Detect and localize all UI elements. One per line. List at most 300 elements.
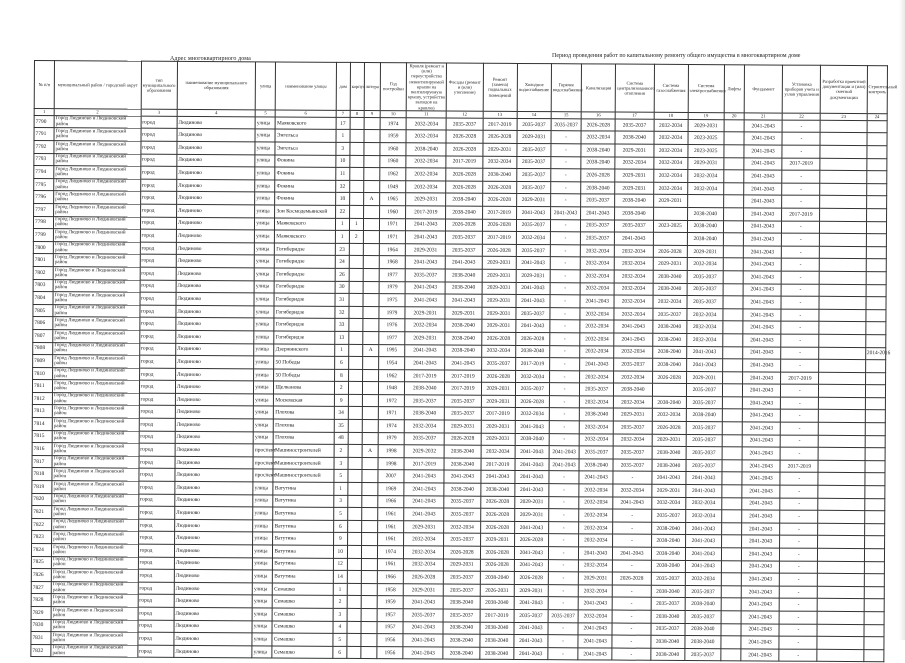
design-docs-period-cell (818, 511, 864, 524)
heating-period-cell: - (613, 509, 651, 522)
building-number-cell (349, 193, 363, 206)
elevator-period-cell (722, 447, 742, 460)
construction-control-period-cell (865, 423, 885, 436)
municipal-district-cell: Город Людиново и Людиновский район (52, 518, 139, 531)
municipality-name-cell: Людиново (174, 633, 253, 646)
row-number-cell: 7820 (32, 493, 52, 506)
street-type-cell: улица (254, 306, 274, 319)
basement-period-cell: 2029-2031 (481, 307, 515, 320)
gas-period-cell: 2038-2040 (652, 321, 686, 334)
roof-period-cell: 2041-2043 (403, 634, 443, 647)
electricity-period-cell: 2041-2043 (686, 485, 722, 498)
roof-period-cell: 2029-2031 (405, 307, 445, 320)
street-type-cell: улица (254, 331, 274, 344)
elevator-period-cell (723, 296, 743, 309)
cold-water-period-cell: 2026-2028 (516, 332, 550, 345)
electricity-period-cell: 2035-2037 (685, 610, 721, 623)
row-number-cell: 7793 (34, 153, 54, 166)
metering-period-cell: - (780, 523, 818, 536)
building-number-cell (349, 319, 363, 332)
roof-period-cell: 2032-2034 (406, 155, 446, 168)
house-number-cell: 13 (334, 331, 348, 344)
metering-period-cell: - (779, 586, 817, 599)
letter-cell (362, 432, 378, 445)
facade-period-cell: 2029-2031 (444, 559, 480, 572)
municipal-district-cell: Город Людиново и Людиновский район (53, 279, 140, 292)
street-name-cell: Плохова (274, 406, 334, 419)
heating-period-cell: 2035-2037 (613, 459, 651, 472)
gas-period-cell: 2026-2028 (652, 421, 686, 434)
heating-period-cell: 2029-2031 (615, 144, 653, 157)
column-header: Горячее водоснабжение (551, 64, 581, 112)
hot-water-period-cell: - (550, 320, 580, 333)
electricity-period-cell: 2038-2040 (687, 207, 723, 220)
facade-period-cell: 2038-2040 (445, 282, 481, 295)
foundation-period-cell: 2041-2043 (742, 409, 780, 422)
street-name-cell: Ватутина (273, 520, 333, 533)
metering-period-cell: - (781, 347, 819, 360)
gas-period-cell (653, 232, 687, 245)
electricity-period-cell: 2032-2034 (687, 308, 723, 321)
letter-cell (363, 319, 379, 332)
municipality-type-cell: город (140, 154, 176, 167)
design-docs-period-cell (817, 624, 863, 637)
cold-water-period-cell: 2035-2037 (517, 118, 551, 131)
roof-period-cell: 2029-2031 (406, 193, 446, 206)
hot-water-period-cell: - (551, 194, 581, 207)
metering-period-cell: - (780, 473, 818, 486)
design-docs-period-cell (818, 586, 864, 599)
construction-control-period-cell (865, 385, 885, 398)
electricity-period-cell: 2035-2037 (686, 396, 722, 409)
construction-year-cell: 1959 (377, 596, 403, 609)
roof-period-cell: 2032-2034 (406, 168, 446, 181)
table-body (31, 115, 891, 662)
roof-period-cell: 2035-2037 (404, 432, 444, 445)
row-number-cell: 7790 (34, 115, 54, 128)
design-docs-period-cell (819, 309, 865, 322)
construction-control-period-cell (865, 435, 885, 448)
construction-year-cell: 1966 (378, 495, 404, 508)
hot-water-period-cell: - (551, 144, 581, 157)
letter-cell (362, 407, 378, 420)
letter-cell (361, 520, 377, 533)
house-number-cell: 1 (335, 231, 349, 244)
basement-period-cell: 2035-2037 (481, 357, 515, 370)
sewerage-period-cell: 2032-2034 (580, 308, 614, 321)
construction-control-period-cell (866, 259, 886, 272)
basement-period-cell: 2038-2040 (480, 483, 514, 496)
roof-period-cell: 2029-2031 (405, 332, 445, 345)
electricity-period-cell: 2035-2037 (687, 296, 723, 309)
basement-period-cell: 2029-2031 (482, 143, 516, 156)
facade-period-cell: 2026-2028 (444, 546, 480, 559)
hot-water-period-cell: - (551, 131, 581, 144)
municipality-type-cell: город (138, 519, 174, 532)
row-number-cell: 7803 (33, 279, 53, 292)
municipality-name-cell: Людиново (176, 255, 255, 268)
hot-water-period-cell: - (550, 270, 580, 283)
elevator-period-cell (722, 434, 742, 447)
municipality-type-cell: город (140, 166, 176, 179)
construction-control-period-cell (864, 574, 884, 587)
facade-period-cell: 2038-2040 (443, 647, 479, 660)
municipality-name-cell: Людиново (174, 519, 253, 532)
street-type-cell: улица (254, 406, 274, 419)
gas-period-cell: 2023-2025 (653, 220, 687, 233)
repair-schedule-table (30, 60, 898, 663)
metering-period-cell: - (782, 120, 820, 133)
foundation-period-cell: 2041-2043 (742, 422, 780, 435)
design-docs-period-cell (818, 473, 864, 486)
gas-period-cell: 2032-2034 (653, 169, 687, 182)
roof-period-cell: 2041-2043 (404, 483, 444, 496)
foundation-period-cell: 2041-2043 (741, 573, 779, 586)
elevator-period-cell (722, 409, 742, 422)
column-header: Система газоснабжения (654, 64, 688, 112)
metering-period-cell: - (780, 435, 818, 448)
column-number: 16 (581, 112, 615, 119)
municipality-type-cell: город (140, 217, 176, 230)
street-type-cell: улица (253, 570, 273, 583)
heating-period-cell: 2035-2037 (613, 446, 651, 459)
hot-water-period-cell: - (548, 584, 578, 597)
building-number-cell (348, 369, 362, 382)
heating-period-cell: - (613, 522, 651, 535)
municipality-type-cell: город (140, 305, 176, 318)
letter-cell (363, 243, 379, 256)
roof-period-cell: 2035-2037 (404, 395, 444, 408)
street-type-cell: проспект (253, 444, 273, 457)
building-number-cell: 1 (349, 218, 363, 231)
house-number-cell: 9 (333, 533, 347, 546)
street-name-cell: 50 Победы (274, 356, 334, 369)
house-number-cell: 6 (333, 520, 347, 533)
letter-cell (362, 420, 378, 433)
heating-period-cell: 2041-2043 (614, 320, 652, 333)
basement-period-cell: 2029-2031 (481, 395, 515, 408)
sewerage-period-cell: 2032-2034 (580, 245, 614, 258)
roof-period-cell: 2029-2031 (405, 244, 445, 257)
facade-period-cell: 2041-2043 (445, 357, 481, 370)
row-number-cell: 7830 (31, 619, 51, 632)
sewerage-period-cell: 2041-2043 (578, 648, 612, 661)
design-docs-period-cell (818, 460, 864, 473)
facade-period-cell: 2038-2040 (445, 332, 481, 345)
street-name-cell: Фокина (275, 192, 335, 205)
cold-water-period-cell: 2041-2043 (515, 458, 549, 471)
sewerage-period-cell: 2038-2040 (579, 459, 613, 472)
house-number-cell: 24 (335, 256, 349, 269)
street-type-cell: улица (255, 142, 275, 155)
elevator-period-cell (722, 371, 742, 384)
municipality-type-cell: город (139, 469, 175, 482)
basement-period-cell: 2029-2031 (482, 282, 516, 295)
building-number-cell (349, 281, 363, 294)
cold-water-period-cell: 2035-2037 (516, 181, 550, 194)
street-name-cell: Энгельса (275, 142, 335, 155)
elevator-period-cell (722, 485, 742, 498)
municipality-name-cell: Людиново (177, 179, 256, 192)
hot-water-period-cell: - (549, 433, 579, 446)
municipality-type-cell: город (140, 255, 176, 268)
electricity-period-cell: 2035-2037 (686, 459, 722, 472)
street-type-cell: улица (254, 369, 274, 382)
column-header: Система электроснабжения (688, 64, 724, 112)
house-number-cell: 1 (335, 218, 349, 231)
municipality-type-cell: город (138, 544, 174, 557)
building-number-cell (347, 634, 361, 647)
column-number: 2 (54, 108, 141, 116)
sewerage-period-cell: 2032-2034 (578, 559, 612, 572)
letter-cell (363, 256, 379, 269)
municipal-district-cell: Город Людиново и Людиновский район (54, 166, 141, 179)
cold-water-period-cell: 2035-2037 (517, 156, 551, 169)
cold-water-period-cell: 2026-2028 (514, 534, 548, 547)
building-number-cell (350, 117, 364, 130)
heating-period-cell: 2041-2043 (615, 232, 653, 245)
row-number-cell: 7822 (32, 518, 52, 531)
municipality-name-cell: Людиново (175, 444, 254, 457)
row-number-cell: 7805 (33, 304, 53, 317)
house-number-cell: 10 (336, 155, 350, 168)
construction-year-cell: 1977 (379, 332, 405, 345)
foundation-period-cell: 2041-2043 (741, 598, 779, 611)
facade-period-cell: 2029-2031 (445, 307, 481, 320)
construction-control-period-cell (865, 335, 885, 348)
building-number-cell (349, 256, 363, 269)
building-number-cell (348, 420, 362, 433)
house-number-cell: 30 (335, 281, 349, 294)
street-type-cell: улица (255, 167, 275, 180)
roof-period-cell: 2029-2032 (404, 445, 444, 458)
facade-period-cell: 2038-2040 (446, 193, 482, 206)
construction-year-cell: 1974 (378, 420, 404, 433)
cold-water-period-cell: 2038-2040 (515, 433, 549, 446)
street-type-cell: улица (253, 520, 273, 533)
roof-period-cell: 2041-2043 (405, 344, 445, 357)
construction-control-period-cell (866, 297, 886, 310)
street-name-cell: Ватутина (273, 545, 333, 558)
hot-water-period-cell: - (548, 647, 578, 660)
municipality-name-cell: Людиново (177, 116, 256, 129)
row-number-cell: 7800 (33, 241, 53, 254)
construction-year-cell: 1957 (377, 621, 403, 634)
row-number-cell: 7825 (31, 556, 51, 569)
construction-year-cell: 1974 (380, 117, 406, 130)
facade-period-cell: 2026-2028 (446, 130, 482, 143)
cold-water-period-cell: 2035-2037 (516, 244, 550, 257)
municipality-name-cell: Людиново (176, 318, 255, 331)
construction-control-period-cell (864, 599, 884, 612)
row-number-cell: 7817 (32, 455, 52, 468)
works-group-caption: Период проведения работ по капитальному ремонту общего имущества в многоквартирном доме (552, 53, 801, 59)
hot-water-period-cell: - (549, 370, 579, 383)
sewerage-period-cell: 2032-2034 (579, 484, 613, 497)
column-number: 10 (380, 110, 406, 117)
house-number-cell: 26 (335, 268, 349, 281)
basement-period-cell: 2041-2043 (480, 471, 514, 484)
municipality-name-cell: Людиново (177, 167, 256, 180)
gas-period-cell: 2032-2034 (652, 295, 686, 308)
building-number-cell: 2 (349, 231, 363, 244)
building-number-cell (348, 432, 362, 445)
elevator-period-cell (723, 271, 743, 284)
electricity-period-cell: 2041-2043 (686, 472, 722, 485)
gas-period-cell (653, 207, 687, 220)
sewerage-period-cell: 2035-2037 (581, 219, 615, 232)
house-number-cell: 1 (333, 583, 347, 596)
roof-period-cell: 2032-2034 (406, 118, 446, 131)
design-docs-period-cell (818, 611, 864, 624)
building-number-cell (348, 470, 362, 483)
municipal-district-cell: Город Людиново и Людиновский район (52, 443, 139, 456)
facade-period-cell: 2041-2043 (446, 256, 482, 269)
row-number-cell: 7832 (31, 644, 51, 657)
hot-water-period-cell: - (550, 257, 580, 270)
municipality-name-cell: Людиново (174, 544, 253, 557)
construction-year-cell: 1965 (380, 193, 406, 206)
foundation-period-cell: 2041-2043 (744, 183, 782, 196)
elevator-period-cell (722, 460, 742, 473)
metering-period-cell: - (780, 573, 818, 586)
gas-period-cell: 2038-2040 (651, 459, 685, 472)
electricity-period-cell: 2041-2043 (685, 548, 721, 561)
house-number-cell: 2 (334, 445, 348, 458)
elevator-period-cell (722, 510, 742, 523)
metering-period-cell: - (779, 598, 817, 611)
construction-year-cell: 2007 (378, 470, 404, 483)
sewerage-period-cell: 2032-2034 (578, 585, 612, 598)
basement-period-cell: 2032-2034 (481, 446, 515, 459)
municipal-district-cell: Город Людиново и Людиновский район (53, 393, 140, 406)
municipality-name-cell: Людиново (175, 431, 254, 444)
row-number-cell: 7810 (33, 367, 53, 380)
hot-water-period-cell: 2041-2043 (550, 207, 580, 220)
row-number-cell: 7819 (32, 481, 52, 494)
facade-period-cell: 2017-2019 (445, 382, 481, 395)
basement-period-cell: 2029-2031 (482, 269, 516, 282)
design-docs-period-cell (820, 133, 866, 146)
sewerage-period-cell: 2026-2028 (581, 169, 615, 182)
letter-cell (362, 483, 378, 496)
letter-cell (362, 470, 378, 483)
municipality-name-cell: Людиново (174, 607, 253, 620)
row-number-cell: 7807 (33, 329, 53, 342)
elevator-period-cell (722, 422, 742, 435)
facade-period-cell: 2032-2034 (444, 521, 480, 534)
building-number-cell (348, 382, 362, 395)
column-number: 1 (34, 108, 54, 115)
design-docs-period-cell (819, 347, 865, 360)
hot-water-period-cell: 2041-2043 (549, 459, 579, 472)
cold-water-period-cell: 2026-2028 (514, 572, 548, 585)
municipality-type-cell: город (139, 330, 175, 343)
construction-control-period-cell (864, 498, 884, 511)
foundation-period-cell: 2041-2043 (744, 195, 782, 208)
heating-period-cell: 2032-2034 (614, 396, 652, 409)
sewerage-period-cell: 2032-2034 (578, 610, 612, 623)
roof-period-cell: 2041-2043 (405, 281, 445, 294)
municipality-name-cell: Людиново (174, 557, 253, 570)
hot-water-period-cell: - (548, 635, 578, 648)
cold-water-period-cell: 2029-2031 (516, 269, 550, 282)
hot-water-period-cell: - (550, 219, 580, 232)
building-number-cell (349, 306, 363, 319)
elevator-period-cell (722, 523, 742, 536)
heating-period-cell: 2035-2037 (614, 358, 652, 371)
elevator-period-cell (723, 220, 743, 233)
basement-period-cell: 2026-2028 (482, 181, 516, 194)
municipality-type-cell: город (139, 317, 175, 330)
elevator-period-cell (721, 560, 741, 573)
letter-cell (363, 268, 379, 281)
basement-period-cell: 2017-2019 (480, 609, 514, 622)
heating-period-cell: - (613, 560, 651, 573)
metering-period-cell: - (780, 535, 818, 548)
construction-control-period-cell (865, 410, 885, 423)
construction-year-cell: 1975 (379, 294, 405, 307)
building-number-cell (349, 243, 363, 256)
municipal-district-cell: Город Людиново и Людиновский район (52, 531, 139, 544)
letter-cell (363, 306, 379, 319)
gas-period-cell: 2032-2034 (653, 182, 687, 195)
elevator-period-cell (722, 397, 742, 410)
foundation-period-cell: 2041-2043 (744, 145, 782, 158)
municipality-name-cell: Людиново (175, 406, 254, 419)
gas-period-cell: 2038-2040 (651, 610, 685, 623)
metering-period-cell: - (781, 397, 819, 410)
cold-water-period-cell: 2029-2031 (514, 509, 548, 522)
construction-control-period-cell (865, 486, 885, 499)
house-number-cell: 1 (336, 130, 350, 143)
cold-water-period-cell: 2029-2031 (514, 584, 548, 597)
municipal-district-cell: Город Людиново и Людиновский район (54, 204, 141, 217)
roof-period-cell: 2017-2019 (406, 206, 446, 219)
gas-period-cell: 2035-2037 (651, 510, 685, 523)
street-name-cell: Маяковского (275, 218, 335, 231)
building-number-cell (347, 608, 361, 621)
facade-period-cell: 2038-2040 (443, 596, 479, 609)
electricity-period-cell: 2038-2040 (685, 598, 721, 611)
construction-year-cell: 1976 (379, 319, 405, 332)
municipality-type-cell: город (138, 481, 174, 494)
municipal-district-cell: Город Людиново и Людиновский район (53, 367, 140, 380)
construction-year-cell: 1968 (379, 256, 405, 269)
row-number-cell: 7794 (34, 166, 54, 179)
elevator-period-cell (723, 308, 743, 321)
street-name-cell: Семашко (273, 595, 333, 608)
municipal-district-cell: Город Людиново и Людиновский район (52, 405, 139, 418)
hot-water-period-cell: - (548, 597, 578, 610)
street-name-cell: 50 Победы (274, 369, 334, 382)
metering-period-cell: - (782, 233, 820, 246)
house-number-cell: 6 (333, 646, 347, 659)
building-number-cell (347, 583, 361, 596)
sewerage-period-cell: 2035-2037 (579, 446, 613, 459)
facade-period-cell: 2038-2040 (443, 622, 479, 635)
construction-year-cell: 1969 (378, 483, 404, 496)
elevator-period-cell (721, 573, 741, 586)
sewerage-period-cell: 2038-2040 (581, 182, 615, 195)
foundation-period-cell: 2041-2043 (742, 435, 780, 448)
row-number-cell: 7831 (31, 632, 51, 645)
foundation-period-cell: 2041-2043 (743, 258, 781, 271)
sewerage-period-cell: 2035-2037 (580, 232, 614, 245)
foundation-period-cell: 2041-2043 (743, 233, 781, 246)
elevator-period-cell (722, 384, 742, 397)
construction-control-period-cell (864, 586, 884, 599)
